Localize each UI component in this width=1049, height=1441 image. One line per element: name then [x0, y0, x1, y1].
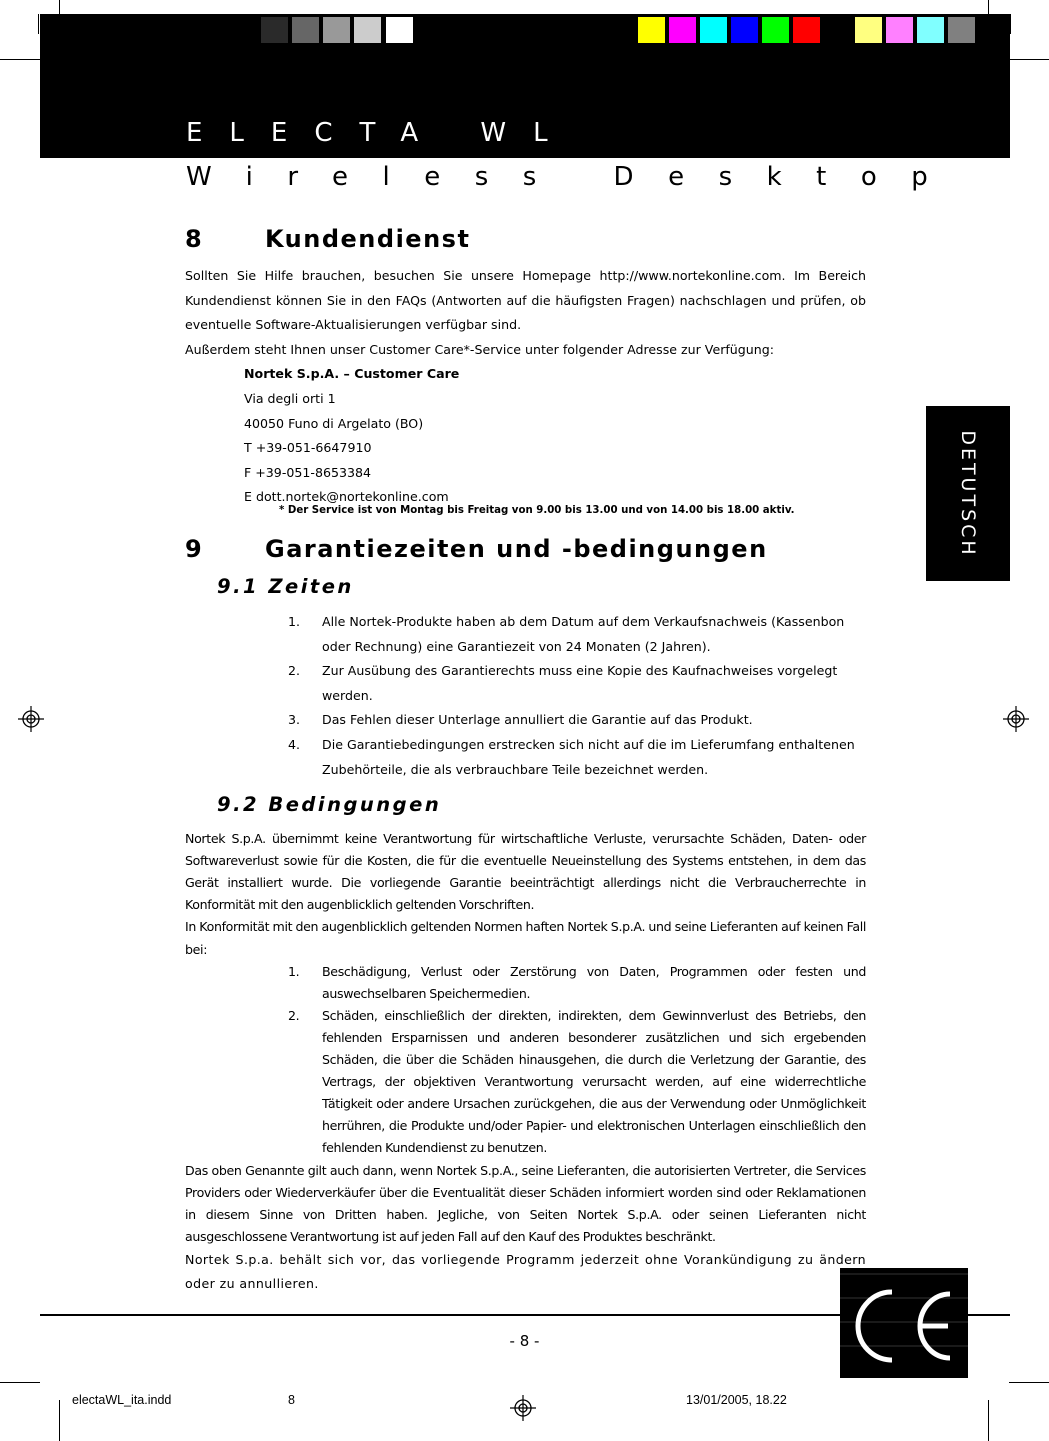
list-number: 1.: [288, 613, 301, 629]
subsection-9-1-heading: 9.1 Zeiten: [217, 574, 354, 598]
slug-page: 8: [288, 1393, 295, 1407]
address-company: Nortek S.p.A. – Customer Care: [244, 366, 460, 382]
crop-mark: [1010, 14, 1011, 34]
list-number: 4.: [288, 736, 301, 752]
page-content: [185, 222, 866, 1297]
paragraph: Außerdem steht Ihnen unser Customer Care*-Service unter folgender Adresse zur Verfügung:: [185, 341, 774, 357]
paragraph: Das oben Genannte gilt auch dann, wenn Nortek S.p.A., seine Lieferanten, die autorisierten Vertreter, die Services Providers oder Wiederverkäufer über die Eventualität dieser Schäden informiert worden sind oder Reklamationen in diesem Sinne von Dritten haben. Jegliche, von Seiten Nortek S.p.A. oder seinen Lieferanten nicht ausgeschlossene Verantwortung ist auf jeden Fall auf den Kauf des Produktes beschränkt.: [185, 1162, 866, 1244]
registration-mark-icon: [510, 1395, 536, 1421]
conditions-body: [185, 828, 866, 1248]
gray-swatch: [260, 16, 289, 44]
list-number: 2.: [288, 1007, 300, 1023]
color-swatch: [947, 16, 976, 44]
list-text: Schäden, einschließlich der direkten, indirekten, dem Gewinnverlust des Betriebs, den fehlenden Ersparnissen und anderen besonderer zusätzlichen und sich ergebenden Schäden, die über die Schäden hinausgehen, die durch die Verletzung der Garantie, des Vertrags, der objektiven Verantwortung verursacht werden, auf eine widerrechtliche Tätigkeit oder andere Ursachen zurückgehen, die aus der Verwendung oder Unmöglichkeit herrühren, die Produkte und/oder Papier- und elektronischen Unterlagen einschließlich den fehlenden Kundendienst zu benutzen.: [322, 1007, 866, 1156]
color-swatch: [823, 16, 852, 44]
paragraph: Nortek S.p.A. übernimmt keine Verantwortung für wirtschaftliche Verluste, verursachte Schäden, Daten- oder Softwareverlust sowie für die Kosten, die für die eventuelle Neueinstellung des Systems entstehen, in dem das Gerät installiert wurde. Die vorliegende Garantie beeinträchtigt allerdings nicht die Verbraucherrechte in Konformität mit den augenblicklich geltenden Vorschriften.: [185, 831, 866, 913]
slug-filename: electaWL_ita.indd: [72, 1393, 172, 1407]
list-number: 2.: [288, 663, 301, 679]
color-swatch: [885, 16, 914, 44]
color-swatch: [792, 16, 821, 44]
gray-swatch: [291, 16, 320, 44]
section-title: Kundendienst: [265, 225, 471, 253]
list-text: Zur Ausübung des Garantierechts muss eine Kopie des Kaufnachweises vorgelegt werden.: [322, 663, 838, 703]
color-swatch: [854, 16, 883, 44]
list-number: 1.: [288, 963, 300, 979]
section-number: 8: [185, 225, 204, 253]
ce-mark: [840, 1268, 968, 1378]
subsection-9-2-heading: 9.2 Bedingungen: [217, 793, 442, 817]
registration-mark-icon: [1003, 706, 1029, 732]
list-item: [185, 733, 866, 782]
paragraph: Sollten Sie Hilfe brauchen, besuchen Sie unsere Homepage http://www.nortekonline.com. Im Bereich Kundendienst können Sie in den FAQs (Antworten auf die häufigsten Fragen) nachschlagen und prüfen, ob eventuelle Software-Aktualisierungen verfügbar sind.: [185, 268, 866, 333]
list-text: Die Garantiebedingungen erstrecken sich nicht auf die im Lieferumfang enthaltenen Zubehörteile, die als verbrauchbare Teile bezeichnet werden.: [322, 736, 855, 777]
crop-mark: [0, 59, 40, 60]
ce-mark-icon: [840, 1268, 968, 1378]
address-city: 40050 Funo di Argelato (BO): [244, 415, 424, 431]
gray-swatch: [322, 16, 351, 44]
crop-mark: [1009, 1382, 1049, 1383]
address-fax: F +39-051-8653384: [244, 464, 372, 480]
color-swatch: [637, 16, 666, 44]
list-item: [185, 659, 866, 708]
color-swatch: [668, 16, 697, 44]
list-item: [185, 610, 866, 659]
color-swatch: [761, 16, 790, 44]
paragraph: Nortek S.p.a. behält sich vor, das vorliegende Programm jederzeit ohne Vorankündigung zu ändern oder zu annullieren.: [185, 1251, 866, 1292]
section-title: Garantiezeiten und -bedingungen: [265, 534, 768, 563]
address-street: Via degli orti 1: [244, 390, 336, 406]
list-item: [185, 1005, 866, 1160]
crop-mark: [0, 1382, 40, 1383]
list-number: 3.: [288, 712, 301, 728]
address-email: E dott.nortek@nortekonline.com: [244, 489, 449, 505]
section-number: 9: [185, 534, 204, 563]
color-swatch: [730, 16, 759, 44]
language-tab: [926, 406, 1010, 581]
gray-swatch: [385, 16, 414, 44]
list-text: Das Fehlen dieser Unterlage annulliert die Garantie auf das Produkt.: [322, 712, 753, 728]
color-swatch: [699, 16, 728, 44]
section-8-heading: [185, 222, 866, 256]
crop-mark: [38, 14, 39, 34]
address-block: [244, 362, 866, 510]
brand-title: ELECTA WL: [186, 118, 575, 148]
list-item: [185, 961, 866, 1005]
paragraph: In Konformität mit den augenblicklich geltenden Normen haften Nortek S.p.A. und seine Lieferanten auf keinen Fall bei:: [185, 919, 866, 957]
warranty-periods-list: [185, 610, 866, 782]
color-swatch: [916, 16, 945, 44]
brand-subtitle: Wireless Desktop: [186, 162, 963, 192]
section-9-heading: [185, 532, 866, 566]
crop-mark: [1009, 59, 1049, 60]
crop-mark: [59, 1400, 60, 1441]
liability-list: [185, 961, 866, 1160]
list-text: Alle Nortek-Produkte haben ab dem Datum auf dem Verkaufsnachweis (Kassenbon oder Rechnung) eine Garantiezeit von 24 Monaten (2 Jahren).: [322, 613, 845, 654]
footnote: * Der Service ist von Montag bis Freitag von 9.00 bis 13.00 und von 14.00 bis 18.00 aktiv.: [279, 504, 795, 516]
list-text: Beschädigung, Verlust oder Zerstörung von Daten, Programmen oder festen und auswechselbaren Speichermedien.: [322, 963, 866, 1001]
list-item: [185, 708, 866, 733]
crop-mark: [988, 1400, 989, 1441]
gray-swatch: [353, 16, 382, 44]
page-number: - 8 -: [509, 1332, 540, 1350]
registration-mark-icon: [18, 706, 44, 732]
language-tab-label: DETUTSCH: [957, 429, 979, 558]
slug-date: 13/01/2005, 18.22: [686, 1393, 787, 1407]
address-phone: T +39-051-6647910: [244, 440, 372, 456]
